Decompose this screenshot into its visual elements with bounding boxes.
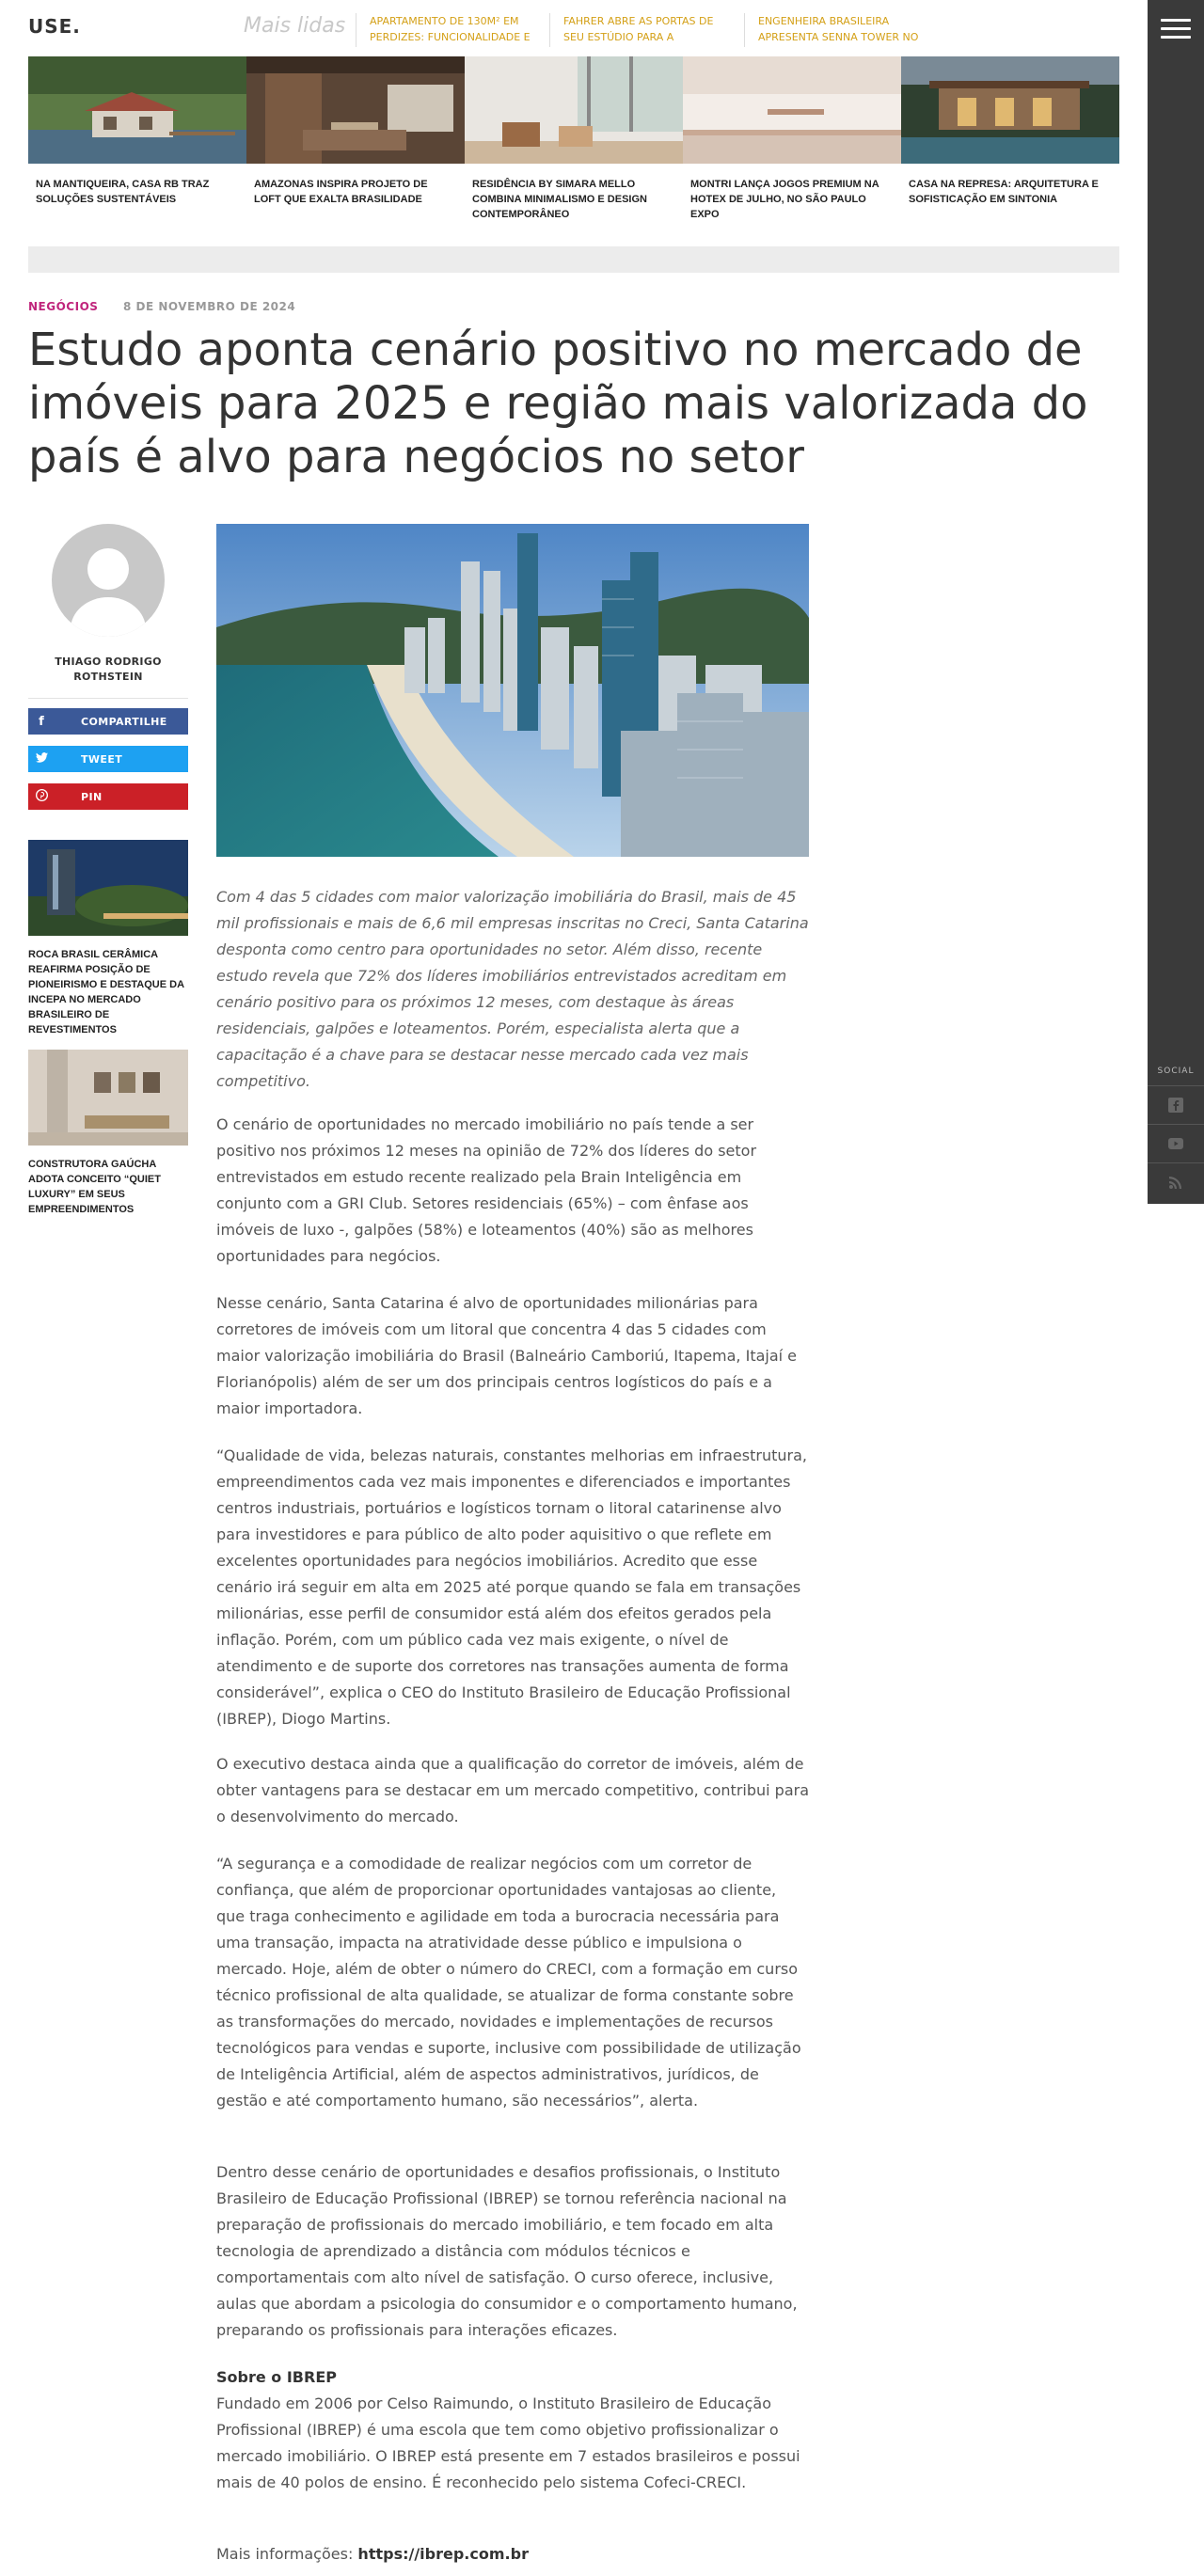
thumb-image	[28, 56, 246, 164]
share-label: PIN	[81, 790, 103, 803]
most-read-label: Mais lidas	[244, 14, 346, 38]
facebook-share-button[interactable]	[28, 708, 188, 735]
featured-thumb[interactable]	[901, 56, 1119, 207]
youtube-icon[interactable]	[1148, 1124, 1204, 1162]
article-paragraph: Nesse cenário, Santa Catarina é alvo de oportunidades milionárias para corretores de imóveis com um litoral que concentra 4 das 5 cidades com maior valorização imobiliária do Brasil (Balneário Camboriú, Itapema, Itajaí e Florianópolis) além de ser um dos principais centros logísticos do país e a maior importadora.	[216, 1294, 798, 1417]
more-info	[216, 2545, 529, 2563]
article-title: Estudo aponta cenário positivo no mercado de imóveis para 2025 e região mais valorizada do país é alvo para negócios no setor	[28, 324, 1088, 483]
author-name[interactable]: THIAGO RODRIGO ROTHSTEIN	[55, 656, 162, 683]
article-lead: Com 4 das 5 cidades com maior valorização imobiliária do Brasil, mais de 45 mil profissionais e mais de 6,6 mil empresas inscritas no Creci, Santa Catarina desponta como centro para oportunidades no setor. Além disso, recente estudo revela que 72% dos líderes imobiliários entrevistados acreditam em cenário positivo para os próximos 12 meses, com destaque às áreas residenciais, galpões e loteamentos. Porém, especialista alerta que a capacitação é a chave para se destacar nesse mercado cada vez mais competitivo.	[216, 888, 809, 1090]
related-image	[28, 1050, 188, 1146]
trending-link[interactable]: APARTAMENTO DE 130M² EM PERDIZES: FUNCIONALIDADE E	[356, 13, 534, 47]
article-hero-image	[216, 524, 809, 857]
related-article[interactable]	[28, 840, 188, 1037]
article-paragraph: Dentro desse cenário de oportunidades e desafios profissionais, o Instituto Brasileiro de Educação Profissional (IBREP) se tornou referência nacional na preparação de profissionais do mercado imobiliário, e tem focado em alta tecnologia de aprendizado a distância com módulos técnicos e comportamentais com alto nível de satisfação. O curso oferece, inclusive, aulas que abordam a psicologia do consumidor e o comportamento humano, preparando os profissionais para interações eficazes.	[216, 2163, 798, 2339]
thumb-image	[683, 56, 901, 164]
twitter-share-button[interactable]	[28, 746, 188, 772]
about-paragraph: Fundado em 2006 por Celso Raimundo, o Instituto Brasileiro de Educação Profissional (IBREP) é uma escola que tem como objetivo profissionalizar o mercado imobiliário. O IBREP está presente em 7 estados brasileiros e possui mais de 40 polos de ensino. É reconhecido pelo sistema Cofeci-CRECI.	[216, 2394, 800, 2491]
facebook-icon[interactable]	[1148, 1085, 1204, 1123]
pinterest-icon	[28, 789, 55, 805]
related-caption: CONSTRUTORA GAÚCHA ADOTA CONCEITO “QUIET LUXURY” EM SEUS EMPREENDIMENTOS	[28, 1159, 161, 1215]
rss-icon[interactable]	[1148, 1162, 1204, 1200]
facebook-icon: f	[39, 714, 44, 729]
social-label: SOCIAL	[1157, 1067, 1195, 1076]
trending-link[interactable]: FAHRER ABRE AS PORTAS DE SEU ESTÚDIO PARA A	[549, 13, 728, 47]
category-link[interactable]: NEGÓCIOS	[28, 300, 99, 313]
author-avatar[interactable]	[52, 524, 165, 637]
more-info-label: Mais informações:	[216, 2545, 354, 2563]
featured-thumb[interactable]	[28, 56, 246, 207]
article-paragraph: “A segurança e a comodidade de realizar negócios com um corretor de confiança, que além de proporcionar oportunidades vantajosas ao cliente, que traga conhecimento e agilidade em toda a burocracia necessária para uma transação, impacta na atratividade desse público e impulsiona o mercado. Hoje, além de obter o número do CRECI, com a formação em curso técnico profissional de alta qualidade, se atualizar de forma constante sobre as transformações do mercado, novidades e implementações de recursos tecnológicos para vendas e suporte, inclusive com possibilidade de utilização de Inteligência Artificial, além de aspectos administrativos, jurídicos, de gestão e até comportamento humano, são necessários”, alerta.	[216, 1855, 801, 2110]
about-heading: Sobre o IBREP	[216, 2368, 337, 2386]
thumb-caption: AMAZONAS INSPIRA PROJETO DE LOFT QUE EXALTA BRASILIDADE	[254, 179, 428, 205]
article-paragraph: O executivo destaca ainda que a qualificação do corretor de imóveis, além de obter vantagens para se destacar em um mercado competitivo, contribui para o desenvolvimento do mercado.	[216, 1755, 810, 1825]
more-info-link[interactable]: https://ibrep.com.br	[357, 2545, 529, 2563]
publish-date: 8 DE NOVEMBRO DE 2024	[123, 300, 296, 313]
twitter-icon	[28, 752, 55, 766]
hamburger-menu-icon[interactable]	[1161, 19, 1191, 40]
thumb-caption: CASA NA REPRESA: ARQUITETURA E SOFISTICAÇÃO EM SINTONIA	[909, 179, 1099, 205]
featured-thumb[interactable]	[465, 56, 683, 222]
thumb-image	[901, 56, 1119, 164]
related-image	[28, 840, 188, 936]
related-caption: ROCA BRASIL CERÂMICA REAFIRMA POSIÇÃO DE PIONEIRISMO E DESTAQUE DA INCEPA NO MERCADO BRASILEIRO DE REVESTIMENTOS	[28, 949, 184, 1035]
pinterest-share-button[interactable]	[28, 783, 188, 810]
related-article[interactable]	[28, 1050, 188, 1217]
site-logo[interactable]: USE.	[28, 15, 81, 38]
article-paragraph: O cenário de oportunidades no mercado imobiliário no país tende a ser positivo nos próximos 12 meses na opinião de 72% dos líderes do setor entrevistados em estudo recente realizado pela Brain Inteligência em conjunto com a GRI Club. Setores residenciais (65%) – com ênfase aos imóveis de luxo -, galpões (58%) e loteamentos (40%) são as melhores oportunidades para negócios.	[216, 1115, 757, 1265]
divider	[28, 698, 188, 699]
share-label: COMPARTILHE	[81, 715, 167, 728]
trending-link[interactable]: ENGENHEIRA BRASILEIRA APRESENTA SENNA TOWER NO	[744, 13, 923, 47]
thumb-caption: NA MANTIQUEIRA, CASA RB TRAZ SOLUÇÕES SUSTENTÁVEIS	[36, 179, 210, 205]
right-sidebar	[1148, 0, 1204, 1204]
thumb-image	[465, 56, 683, 164]
thumb-caption: MONTRI LANÇA JOGOS PREMIUM NA HOTEX DE JULHO, NO SÃO PAULO EXPO	[690, 179, 879, 220]
share-label: TWEET	[81, 752, 123, 766]
featured-thumb[interactable]	[246, 56, 465, 207]
ad-banner	[28, 246, 1119, 273]
article-paragraph: “Qualidade de vida, belezas naturais, constantes melhorias em infraestrutura, empreendimentos cada vez mais imponentes e diferenciados e importantes centros industriais, portuários e logísticos tornam o litoral catarinense alvo para investidores e para público de alto poder aquisitivo o que reflete em excelentes oportunidades para negócios imobiliários. Acredito que esse cenário irá seguir em alta em 2025 até porque quando se fala em transações milionárias, esse perfil de consumidor está além dos efeitos gerados pela inflação. Porém, com um público cada vez mais exigente, o nível de atendimento e de suporte dos corretores nas transações aumenta de forma considerável”, explica o CEO do Instituto Brasileiro de Educação Profissional (IBREP), Diogo Martins.	[216, 1446, 807, 1728]
thumb-image	[246, 56, 465, 164]
thumb-caption: RESIDÊNCIA BY SIMARA MELLO COMBINA MINIMALISMO E DESIGN CONTEMPORÂNEO	[472, 179, 647, 220]
featured-thumb[interactable]	[683, 56, 901, 222]
